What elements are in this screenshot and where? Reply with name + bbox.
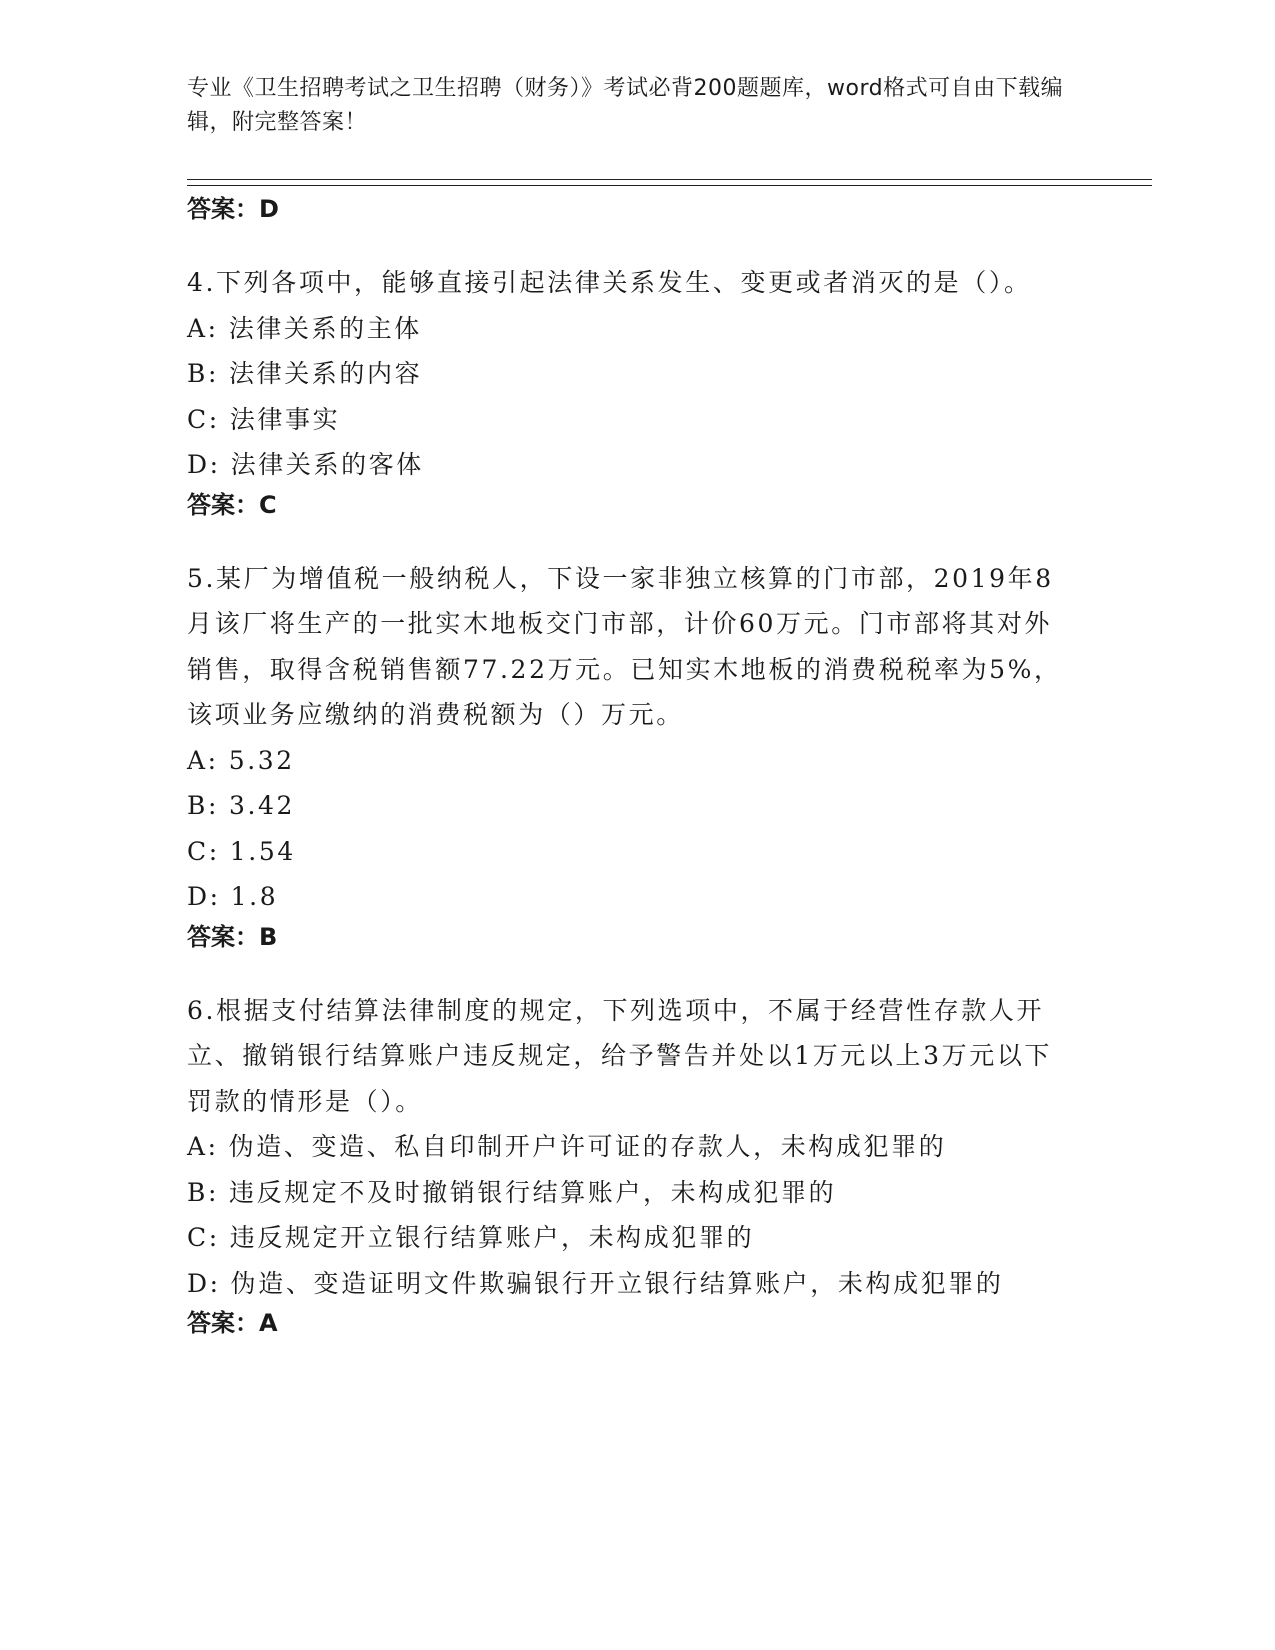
question-4 (187, 260, 1067, 522)
option-b (187, 351, 1067, 397)
previous-answer: 答案：D (187, 195, 279, 223)
option-text: 法律关系的内容 (229, 359, 423, 388)
option-text: 违反规定不及时撤销银行结算账户，未构成犯罪的 (229, 1177, 837, 1207)
option-text: 法律关系的主体 (228, 313, 422, 343)
option-c (187, 397, 1067, 443)
option-text: 1.8 (230, 882, 279, 911)
header-title: 专业《卫生招聘考试之卫生招聘（财务）》考试必背200题题库，word格式可自由下载编辑，附完整答案！ (187, 76, 1064, 135)
question-text: 4.下列各项中，能够直接引起法律关系发生、变更或者消灭的是（）。 (187, 268, 1032, 297)
option-c (187, 1215, 1067, 1261)
option-b (187, 1170, 1067, 1216)
option-letter: D: (187, 882, 221, 911)
option-letter: C: (187, 404, 220, 434)
question-text: 5.某厂为增值税一般纳税人，下设一家非独立核算的门市部，2019年8月该厂将生产的一批实木地板交门市部，计价60万元。门市部将其对外销售，取得含税销售额77.22万元。已知实木地板的消费税税率为5%，该项业务应缴纳的消费税额为（）万元。 (187, 563, 1062, 729)
document-body (187, 192, 1067, 1340)
option-text: 3.42 (229, 791, 296, 820)
answer-line: 答案：B (187, 922, 278, 951)
option-d (187, 874, 1067, 920)
question-text: 6.根据支付结算法律制度的规定，下列选项中，不属于经营性存款人开立、撤销银行结算账户违反规定，给予警告并处以1万元以上3万元以下罚款的情形是（）。 (187, 995, 1053, 1116)
question-5 (187, 556, 1067, 954)
option-text: 1.54 (229, 836, 296, 866)
option-d (187, 1261, 1067, 1307)
option-text: 法律关系的客体 (230, 450, 424, 479)
document-header (187, 72, 1067, 140)
option-letter: C: (187, 836, 220, 866)
option-a (187, 738, 1067, 784)
answer-line: 答案：C (187, 490, 277, 519)
header-divider (187, 179, 1152, 186)
option-letter: A: (187, 745, 219, 775)
option-letter: D: (187, 450, 221, 479)
option-letter: B: (187, 359, 219, 388)
option-b (187, 783, 1067, 829)
option-text: 违反规定开立银行结算账户，未构成犯罪的 (229, 1223, 755, 1252)
option-a (187, 306, 1067, 352)
option-text: 伪造、变造、私自印制开户许可证的存款人，未构成犯罪的 (228, 1132, 947, 1161)
option-letter: C: (187, 1223, 220, 1252)
option-d (187, 442, 1067, 488)
option-c (187, 829, 1067, 875)
option-text: 5.32 (228, 745, 295, 775)
question-6 (187, 988, 1067, 1341)
answer-line: 答案：A (187, 1309, 278, 1337)
option-text: 伪造、变造证明文件欺骗银行开立银行结算账户，未构成犯罪的 (230, 1268, 1004, 1298)
option-letter: A: (187, 1132, 219, 1161)
option-letter: B: (187, 1177, 219, 1207)
option-text: 法律事实 (229, 404, 341, 434)
option-a (187, 1124, 1067, 1170)
option-letter: D: (187, 1268, 221, 1298)
option-letter: B: (187, 791, 219, 820)
option-letter: A: (187, 313, 219, 343)
